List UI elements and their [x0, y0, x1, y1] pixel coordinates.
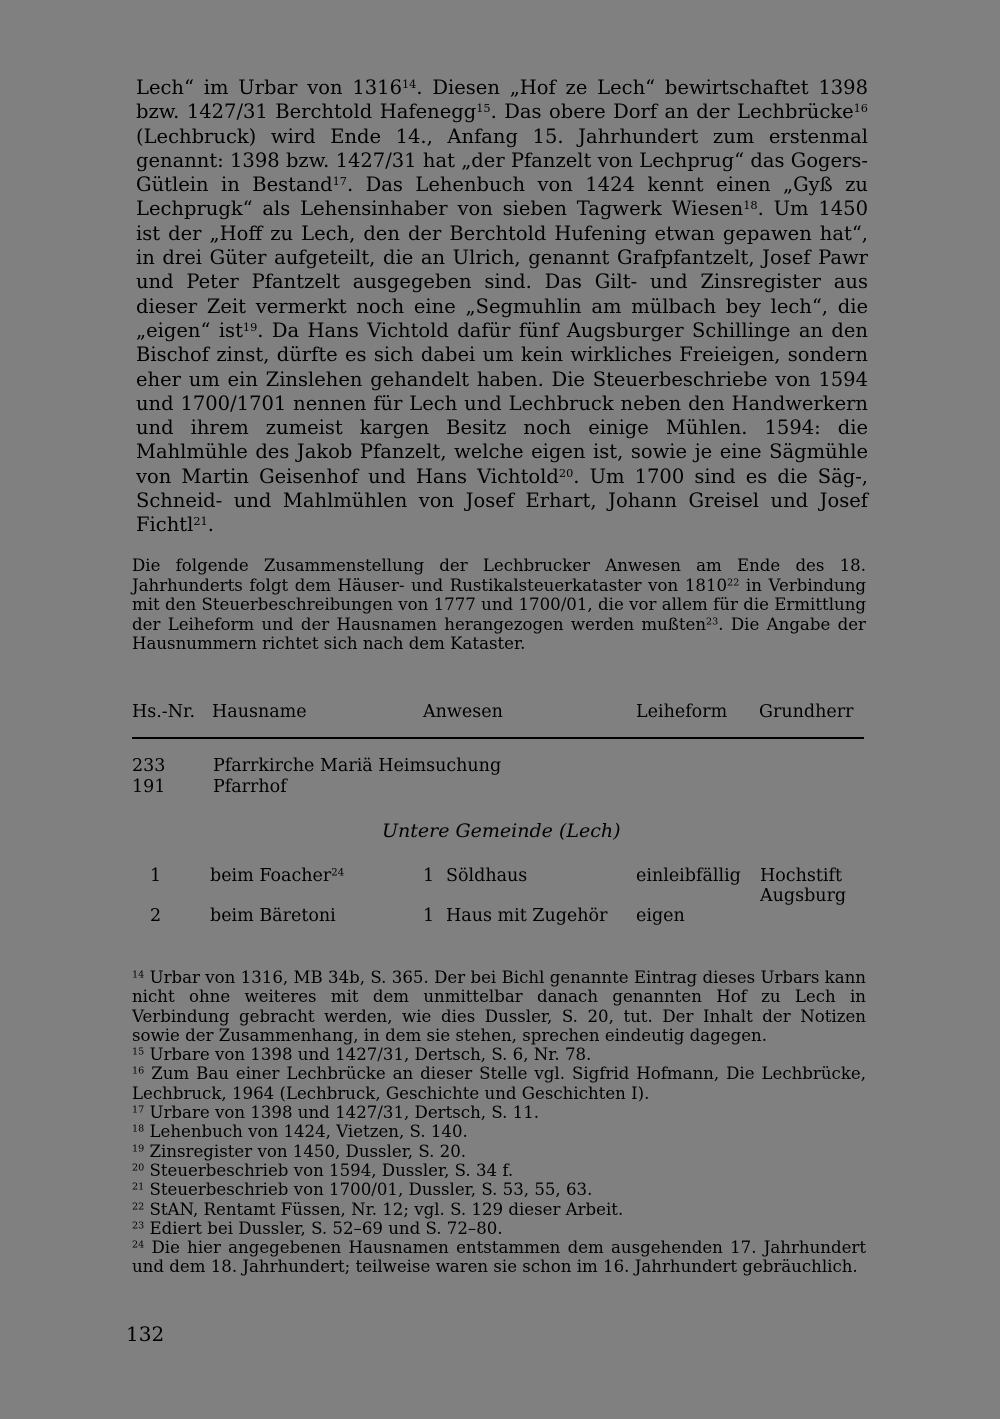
page-number: 132	[126, 1322, 165, 1346]
house-name: Pfarrhof	[213, 777, 287, 797]
footnote: $^{22}$ StAN, Rentamt Füssen, Nr. 12; vgl. S. 129 dieser Arbeit.	[132, 1199, 624, 1219]
footnote-number: 16	[132, 1066, 145, 1078]
leiheform: einleibfällig	[636, 866, 741, 886]
footnote-number: 21	[132, 1181, 145, 1193]
house-number: 191	[132, 777, 166, 797]
footnote-number: 14	[132, 969, 145, 981]
paragraph-text: Lech“ im Urbar von 1316$^{14}$. Diesen „Hof ze Lech“ bewirtschaftet 1398 bzw. 1427/31 Berchtold Hafenegg$^{15}$. Das obere Dorf an der Lechbrücke$^{16}$ (Lechbruck) wird Ende 14., Anfang 15. Jahrhundert zum erstenmal genannt: 1398 bzw. 1427/31 hat „der Pfanzelt von Lechprug“ das Gogers-Gütlein in Bestand$^{17}$. Das Lehenbuch von 1424 kennt einen „Gyß zu Lechprugk“ als Lehensinhaber von sieben Tagwerk Wiesen$^{18}$. Um 1450 ist der „Hoff zu Lech, den der Berchtold Hufening etwan gepawen hat“, in drei Güter aufgeteilt, die an Ulrich, genannt Grafpfantzelt, Josef Pawr und Peter Pfantzelt ausgegeben sind. Das Gilt- und Zinsregister aus dieser Zeit vermerkt noch eine „Segmuhlin am mülbach bey lech“, die „eigen“ ist$^{19}$. Da Hans Vichtold dafür fünf Augsburger Schillinge an den Bischof zinst, dürfte es sich dabei um kein wirkliches Freieigen, sondern eher um ein Zinslehen gehandelt haben. Die Steuerbeschriebe von 1594 und 1700/1701 nennen für Lech und Lechbruck neben den Handwerkern und ihrem zumeist kargen Besitz noch einige Mühlen. 1594: die Mahlmühle des Jakob Pfanzelt, welche eigen ist, sowie je eine Sägmühle von Martin Geisenhof und Hans Vichtold$^{20}$. Um 1700 sind es die Säg-, Schneid- und Mahlmühlen von Josef Erhart, Johann Greisel und Josef Fichtl$^{21}$.	[136, 76, 868, 537]
footnote-ref: 22	[727, 577, 740, 589]
footnote-number: 23	[132, 1220, 145, 1232]
footnote-ref: 19	[242, 320, 258, 334]
footnote-number: 15	[132, 1046, 145, 1058]
footnote-ref: 18	[743, 199, 758, 213]
grundherr-line-2: Augsburg	[760, 886, 847, 906]
house-name: Pfarrkirche Mariä Heimsuchung	[213, 756, 502, 776]
anwesen-count: 1	[423, 906, 435, 926]
footnote-number: 18	[132, 1124, 145, 1136]
footnote: $^{16}$ Zum Bau einer Lechbrücke an dieser Stelle vgl. Sigfrid Hofmann, Die Lechbrücke, Lechbruck, 1964 (Lechbruck, Geschichte und Geschichten I).	[132, 1064, 866, 1103]
footnote-number: 24	[132, 1239, 145, 1251]
anwesen-count: 1	[423, 866, 435, 886]
footnote-ref: 14	[402, 77, 417, 91]
column-header-nr: Hs.-Nr.	[132, 702, 196, 722]
footnote: $^{20}$ Steuerbeschrieb von 1594, Dussler, S. 34 f.	[132, 1160, 514, 1180]
house-name: beim Bäretoni	[210, 906, 336, 926]
footnote: $^{21}$ Steuerbeschrieb von 1700/01, Dussler, S. 53, 55, 63.	[132, 1180, 593, 1200]
footnote-number: 17	[132, 1104, 145, 1116]
footnote-ref: 24	[331, 867, 345, 879]
footnotes	[132, 968, 866, 1277]
footnote: $^{15}$ Urbare von 1398 und 1427/31, Dertsch, S. 6, Nr. 78.	[132, 1045, 592, 1065]
footnote-ref: 21	[193, 515, 208, 529]
footnote: $^{17}$ Urbare von 1398 und 1427/31, Dertsch, S. 11.	[132, 1103, 540, 1123]
intro-paragraph	[132, 556, 866, 654]
column-header-grundherr: Grundherr	[759, 702, 854, 722]
house-number: 233	[132, 756, 166, 776]
footnote-ref: 20	[558, 466, 574, 480]
house-name: beim Foacher$^{24}$	[210, 866, 345, 886]
section-title: Untere Gemeinde (Lech)	[382, 820, 621, 842]
table-rule	[132, 737, 864, 739]
body-paragraph	[136, 76, 868, 538]
footnote-number: 22	[132, 1201, 145, 1213]
column-header-hausname: Hausname	[212, 702, 307, 722]
house-number: 1	[150, 866, 162, 886]
footnote-number: 20	[132, 1162, 145, 1174]
leiheform: eigen	[636, 906, 685, 926]
column-header-leiheform: Leiheform	[636, 702, 728, 722]
footnote-ref: 17	[332, 174, 347, 188]
footnote-ref: 15	[476, 102, 491, 116]
paragraph-text: Die folgende Zusammenstellung der Lechbrucker Anwesen am Ende des 18. Jahrhunderts folgt dem Häuser- und Rustikalsteuerkataster von 1810$^{22}$ in Verbindung mit den Steuerbeschreibungen von 1777 und 1700/01, die vor allem für die Ermittlung der Leiheform und der Hausnamen herangezogen werden mußten$^{23}$. Die Angabe der Hausnummern richtet sich nach dem Kataster.	[132, 556, 866, 654]
footnote-ref: 16	[853, 102, 868, 116]
footnote: $^{23}$ Ediert bei Dussler, S. 52–69 und S. 72–80.	[132, 1218, 503, 1238]
house-number: 2	[150, 906, 162, 926]
anwesen-type: Söldhaus	[446, 866, 528, 886]
grundherr: Hochstift	[760, 866, 842, 886]
footnote-ref: 23	[706, 616, 719, 628]
footnote: $^{24}$ Die hier angegebenen Hausnamen entstammen dem ausgehenden 17. Jahrhundert und dem 18. Jahrhundert; teilweise waren sie schon im 16. Jahrhundert gebräuchlich.	[132, 1238, 866, 1277]
footnote: $^{18}$ Lehenbuch von 1424, Vietzen, S. 140.	[132, 1122, 468, 1142]
anwesen-type: Haus mit Zugehör	[446, 906, 608, 926]
footnote-number: 19	[132, 1143, 145, 1155]
footnote: $^{14}$ Urbar von 1316, MB 34b, S. 365. Der bei Bichl genannte Eintrag dieses Urbars kann nicht ohne weiteres mit dem unmittelbar danach genannten Hof zu Lech in Verbindung gebracht werden, wie dies Dussler, S. 20, tut. Der Inhalt der Notizen sowie der Zusammenhang, in dem sie stehen, sprechen eindeutig dagegen.	[132, 968, 866, 1045]
column-header-anwesen: Anwesen	[423, 702, 503, 722]
footnote: $^{19}$ Zinsregister von 1450, Dussler, S. 20.	[132, 1141, 467, 1161]
